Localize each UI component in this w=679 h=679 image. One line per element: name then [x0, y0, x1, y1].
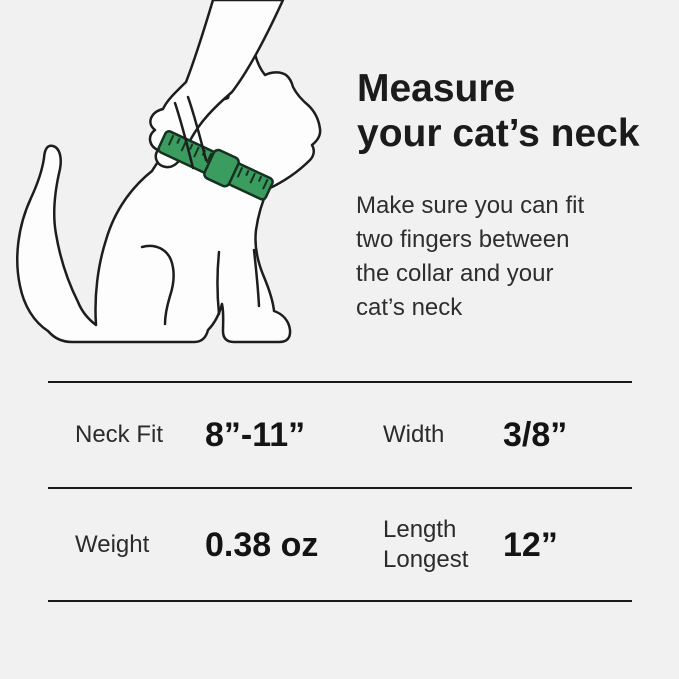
- subtitle-line: Make sure you can fit: [356, 192, 585, 219]
- subtitle-line: cat’s neck: [356, 294, 463, 321]
- spec-row-weight-length: [48, 489, 632, 600]
- table-rule-bottom: [48, 600, 632, 602]
- cat-measuring-illustration: [0, 0, 345, 352]
- spec-value-neck-fit: 8”-11”: [205, 416, 306, 454]
- spec-value-width: 3/8”: [503, 416, 568, 454]
- spec-value-weight: 0.38 oz: [205, 525, 319, 564]
- subtitle-line: the collar and your: [356, 260, 554, 287]
- title-line-1: Measure: [357, 67, 516, 110]
- spec-label-neck-fit: Neck Fit: [75, 421, 164, 448]
- spec-label-weight: Weight: [75, 530, 150, 558]
- title-line-2: your cat’s neck: [357, 112, 640, 155]
- subtitle-line: two fingers between: [356, 226, 570, 253]
- spec-value-length-longest: 12”: [503, 525, 558, 564]
- spec-label-width: Width: [383, 421, 445, 448]
- spec-label-length-longest: Length Longest: [383, 515, 469, 573]
- subtitle-text: [356, 189, 656, 325]
- page-title: [357, 66, 657, 156]
- spec-row-neck-fit-width: [48, 383, 632, 487]
